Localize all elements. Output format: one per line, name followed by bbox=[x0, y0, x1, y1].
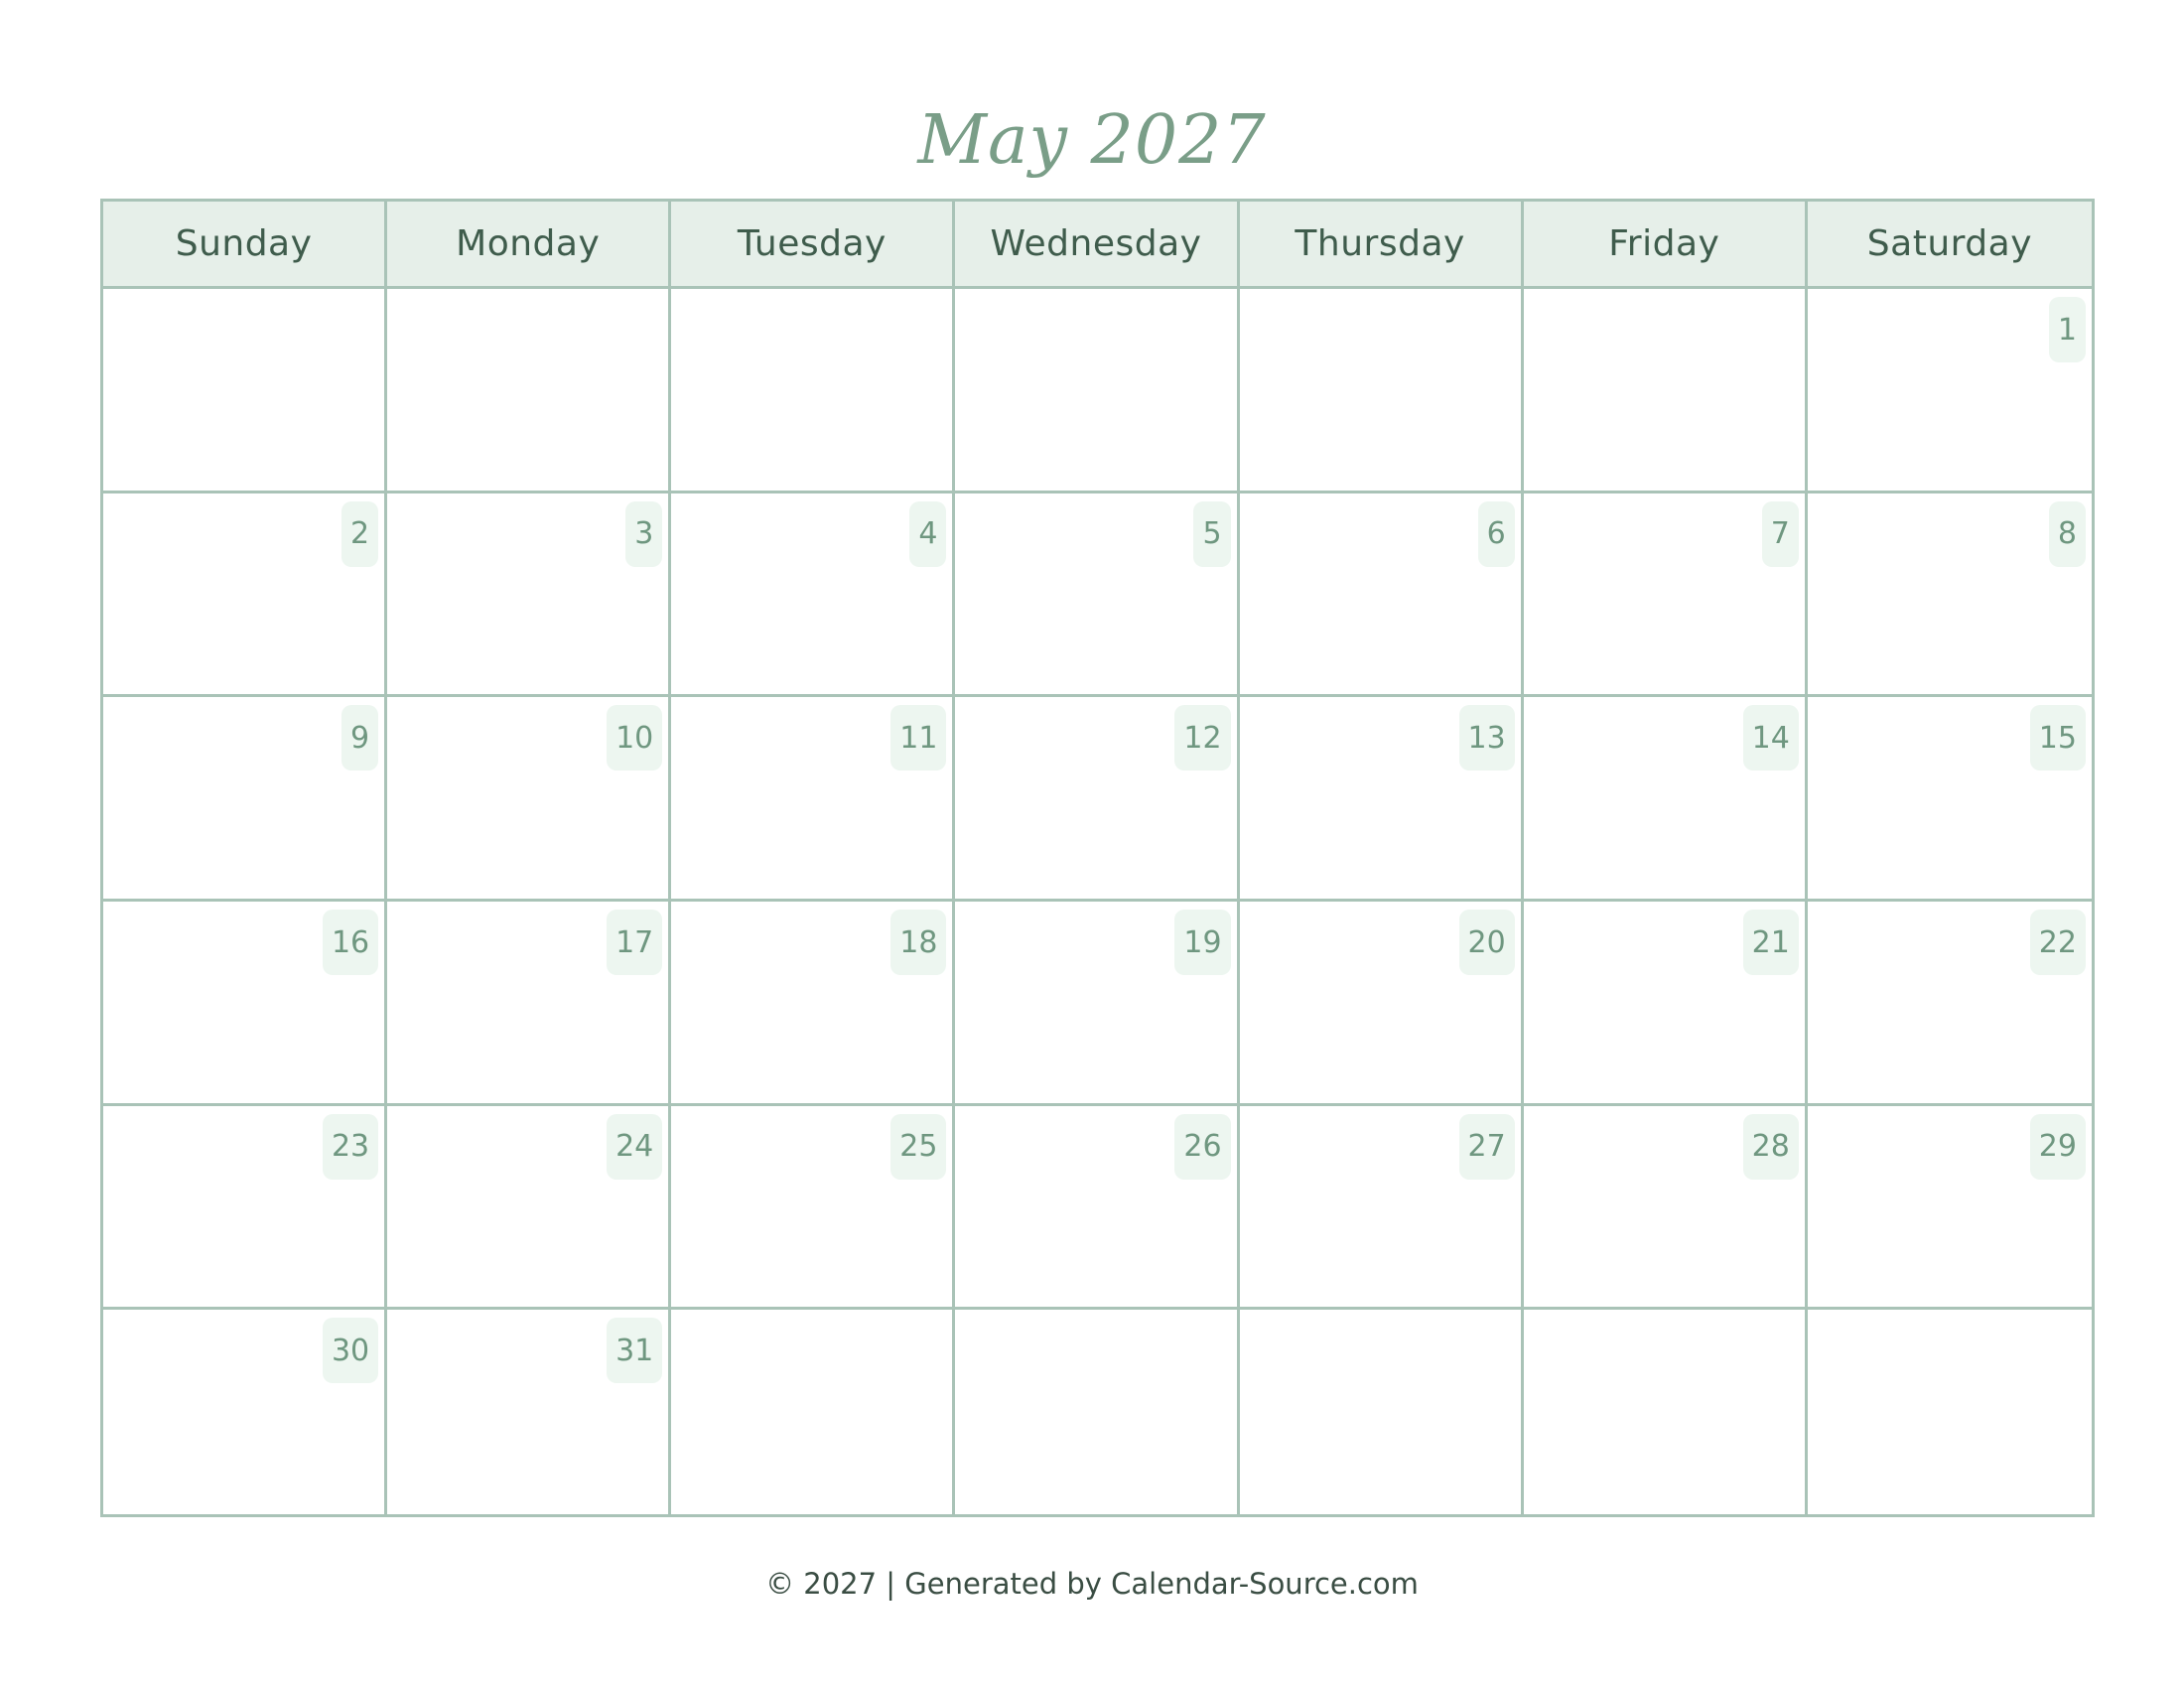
day-cell bbox=[1240, 289, 1524, 493]
day-cell bbox=[955, 697, 1239, 902]
date-number: 24 bbox=[607, 1114, 662, 1180]
calendar-grid bbox=[100, 199, 2095, 1517]
day-cell bbox=[671, 493, 955, 698]
day-cell bbox=[671, 289, 955, 493]
weekday-header-wednesday: Wednesday bbox=[955, 202, 1239, 289]
date-number: 19 bbox=[1174, 910, 1230, 975]
date-number: 16 bbox=[323, 910, 378, 975]
date-number: 15 bbox=[2030, 705, 2086, 771]
day-cell bbox=[103, 493, 387, 698]
day-cell bbox=[955, 493, 1239, 698]
day-cell bbox=[1524, 902, 1808, 1106]
weekday-header-tuesday: Tuesday bbox=[671, 202, 955, 289]
date-number: 25 bbox=[890, 1114, 946, 1180]
day-cell bbox=[1524, 697, 1808, 902]
weekday-header-friday: Friday bbox=[1524, 202, 1808, 289]
day-cell bbox=[1240, 1106, 1524, 1311]
day-cell bbox=[1808, 1106, 2092, 1311]
day-cell bbox=[103, 1106, 387, 1311]
day-cell bbox=[1240, 493, 1524, 698]
day-cell bbox=[955, 902, 1239, 1106]
date-number: 9 bbox=[341, 705, 378, 771]
date-number: 7 bbox=[1762, 501, 1799, 567]
day-cell bbox=[103, 902, 387, 1106]
date-number: 18 bbox=[890, 910, 946, 975]
day-cell bbox=[387, 1106, 671, 1311]
day-cell bbox=[1808, 697, 2092, 902]
day-cell bbox=[1524, 289, 1808, 493]
date-number: 17 bbox=[607, 910, 662, 975]
day-cell bbox=[1240, 1310, 1524, 1514]
day-cell bbox=[671, 902, 955, 1106]
day-cell bbox=[103, 1310, 387, 1514]
date-number: 31 bbox=[607, 1318, 662, 1383]
date-number: 11 bbox=[890, 705, 946, 771]
date-number: 6 bbox=[1478, 501, 1515, 567]
day-cell bbox=[387, 1310, 671, 1514]
date-number: 12 bbox=[1174, 705, 1230, 771]
day-cell bbox=[103, 697, 387, 902]
day-cell bbox=[387, 697, 671, 902]
date-number: 13 bbox=[1459, 705, 1515, 771]
day-cell bbox=[1808, 1310, 2092, 1514]
date-number: 30 bbox=[323, 1318, 378, 1383]
day-cell bbox=[1240, 902, 1524, 1106]
weekday-header-monday: Monday bbox=[387, 202, 671, 289]
date-number: 20 bbox=[1459, 910, 1515, 975]
footer-credit: © 2027 | Generated by Calendar-Source.com bbox=[765, 1567, 1419, 1601]
date-number: 27 bbox=[1459, 1114, 1515, 1180]
date-number: 2 bbox=[341, 501, 378, 567]
day-cell bbox=[1524, 1310, 1808, 1514]
day-cell bbox=[671, 1106, 955, 1311]
date-number: 28 bbox=[1743, 1114, 1799, 1180]
date-number: 22 bbox=[2030, 910, 2086, 975]
day-cell bbox=[955, 1106, 1239, 1311]
date-number: 21 bbox=[1743, 910, 1799, 975]
date-number: 26 bbox=[1174, 1114, 1230, 1180]
date-number: 8 bbox=[2049, 501, 2086, 567]
date-number: 10 bbox=[607, 705, 662, 771]
day-cell bbox=[387, 493, 671, 698]
weekday-header-saturday: Saturday bbox=[1808, 202, 2092, 289]
date-number: 29 bbox=[2030, 1114, 2086, 1180]
day-cell bbox=[103, 289, 387, 493]
calendar-title: May 2027 bbox=[917, 101, 1267, 180]
day-cell bbox=[387, 289, 671, 493]
day-cell bbox=[955, 1310, 1239, 1514]
day-cell bbox=[671, 697, 955, 902]
day-cell bbox=[387, 902, 671, 1106]
day-cell bbox=[1240, 697, 1524, 902]
day-cell bbox=[1524, 1106, 1808, 1311]
day-cell bbox=[671, 1310, 955, 1514]
date-number: 4 bbox=[909, 501, 946, 567]
date-number: 23 bbox=[323, 1114, 378, 1180]
day-cell bbox=[1808, 902, 2092, 1106]
day-cell bbox=[955, 289, 1239, 493]
day-cell bbox=[1808, 493, 2092, 698]
date-number: 1 bbox=[2049, 297, 2086, 362]
weekday-header-sunday: Sunday bbox=[103, 202, 387, 289]
day-cell bbox=[1808, 289, 2092, 493]
date-number: 3 bbox=[625, 501, 662, 567]
date-number: 14 bbox=[1743, 705, 1799, 771]
weekday-header-thursday: Thursday bbox=[1240, 202, 1524, 289]
day-cell bbox=[1524, 493, 1808, 698]
date-number: 5 bbox=[1193, 501, 1230, 567]
